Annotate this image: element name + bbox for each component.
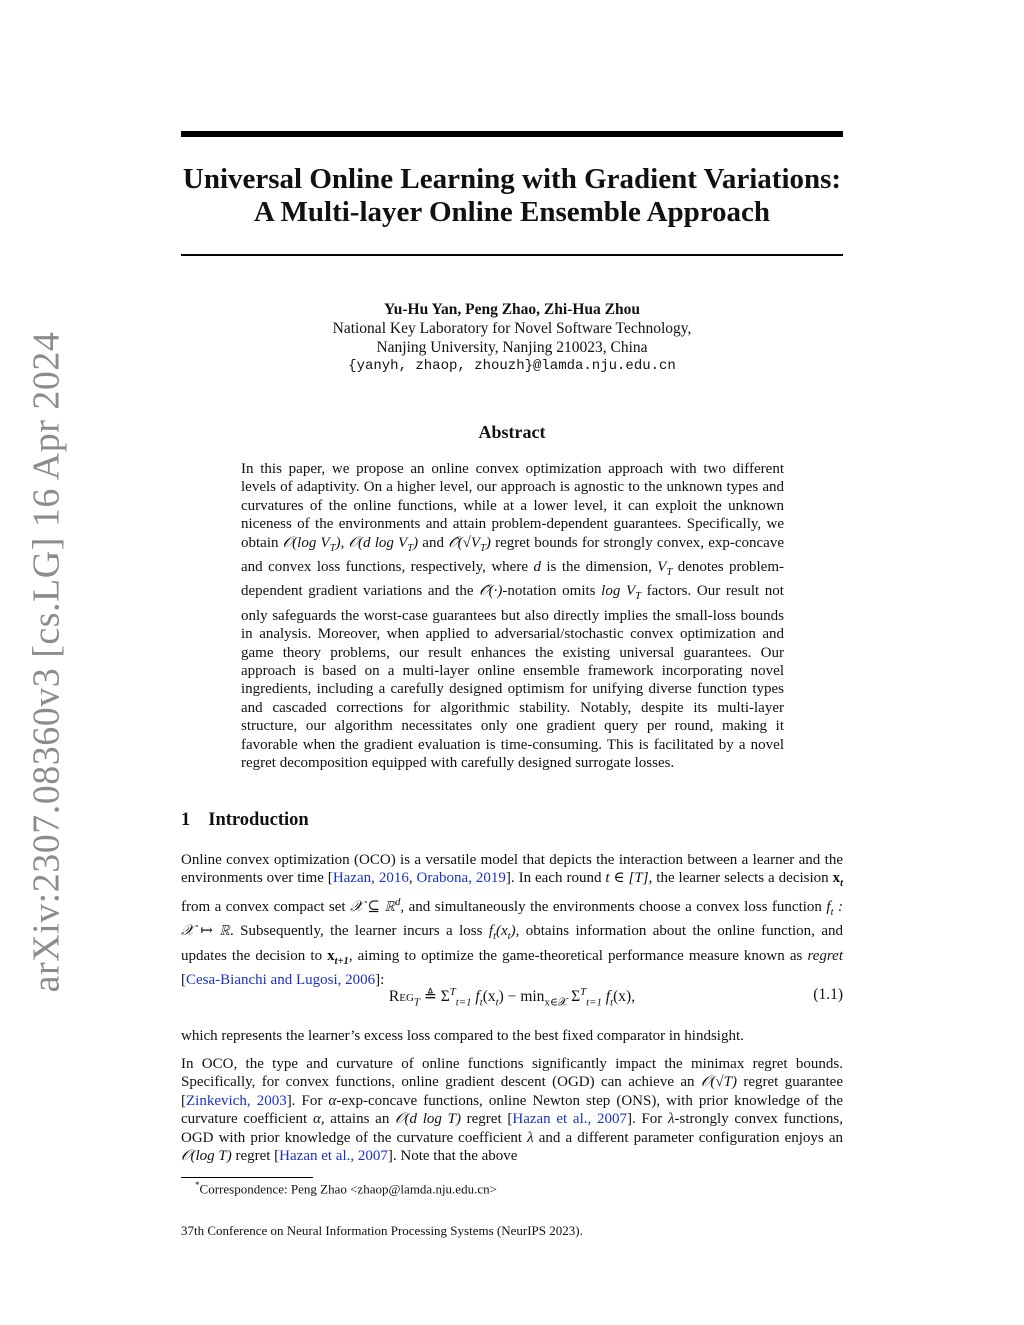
math-text: 𝒳 ⊆ ℝ bbox=[350, 898, 396, 915]
cite-text: , bbox=[350, 1148, 358, 1165]
para-text: In OCO, the type and curvature of online functions significantly impact the minimax regret bounds. Specifically, for convex functions, online gradient descent (OGD) can achieve an bbox=[181, 1056, 843, 1091]
emphasis: regret bbox=[807, 947, 843, 964]
equation-body bbox=[181, 986, 843, 1009]
equation-number: (1.1) bbox=[813, 986, 843, 1003]
math-sub: T bbox=[329, 542, 336, 554]
abstract-text: and bbox=[418, 534, 449, 551]
paragraph-intro-2: which represents the learner’s excess loss compared to the best fixed comparator in hindsight. bbox=[181, 1028, 744, 1044]
paragraph-intro-3 bbox=[181, 1055, 843, 1165]
para-text: , obtains information about the online function, and updates the decision to bbox=[181, 923, 843, 964]
equation-text: f bbox=[471, 988, 480, 1006]
citation-link[interactable] bbox=[186, 1093, 287, 1109]
equation-text: Σ bbox=[567, 988, 581, 1006]
math-sub: T bbox=[635, 591, 641, 603]
cite-text: Zinkevich bbox=[186, 1092, 247, 1109]
venue-line: 37th Conference on Neural Information Processing Systems (NeurIPS 2023). bbox=[181, 1223, 583, 1238]
math-inline: 𝒪̂(·) bbox=[479, 583, 503, 600]
math-inline bbox=[350, 896, 401, 915]
para-text: from a convex compact set bbox=[181, 898, 351, 915]
math-sub: T bbox=[413, 996, 420, 1009]
math-text: 𝒪(log V bbox=[282, 534, 330, 551]
abstract-text: In this paper, we propose an online convex optimization approach with two different levels of adaptivity. On a higher level, our approach is agnostic to the unknown types and curvatures of the online functions, while at a lower level, it can exploit the unknown niceness of the environments and attain problem-dependent guarantees. Specifically, we obtain bbox=[241, 461, 784, 551]
footnote-text: Correspondence: Peng Zhao <zhaop@lamda.nju.edu.cn> bbox=[199, 1181, 497, 1197]
citation-link[interactable] bbox=[512, 1111, 627, 1127]
equation-text: (x), bbox=[613, 988, 636, 1006]
title-top-rule bbox=[181, 131, 843, 137]
section-number: 1 bbox=[181, 810, 191, 830]
math-text: x bbox=[832, 870, 841, 887]
math-sub: t bbox=[479, 996, 483, 1009]
sum-lower-limit: t=1 bbox=[586, 996, 602, 1009]
abstract-text: regret bounds for strongly convex, exp-concave and convex loss functions, respectively, where bbox=[241, 534, 784, 576]
math-inline: λ bbox=[527, 1129, 534, 1146]
math-inline: 𝒪(d log T) bbox=[395, 1111, 461, 1128]
math-sub: t+1 bbox=[334, 955, 349, 967]
abstract-text: denotes problem-dependent gradient variations and the bbox=[241, 559, 785, 600]
math-inline bbox=[657, 559, 673, 579]
abstract-text: factors. Our result not only safeguards the worst-case guarantees but also directly implies the small-loss bounds in analysis. Moreover, when applied to adversarial/stochastic convex optimization and game theory problems, our result enhances the existing universal guarantees. Our approach is based on a multi-layer online ensemble framework incorporating novel ingredients, including a carefully designed optimism for unifying diverse function types and cascaded corrections for algorithmic stability. Notably, despite its multi-layer structure, our algorithm necessitates only one gradient query per round, making it favorable when the gradient evaluation is time-consuming. This is facilitated by a novel regret decomposition equipped with carefully designed surrogate losses. bbox=[241, 583, 784, 772]
para-text: ]. Note that the above bbox=[387, 1148, 518, 1165]
affiliation-line-1: National Key Laboratory for Novel Software Technology, bbox=[332, 320, 692, 337]
abstract-text: is the dimension, bbox=[540, 559, 658, 576]
math-inline bbox=[327, 947, 349, 967]
cite-text: , bbox=[371, 870, 379, 887]
math-text: ) bbox=[510, 923, 516, 940]
math-inline bbox=[832, 870, 844, 890]
math-text: 𝒪(d log V bbox=[348, 534, 408, 551]
math-text: f bbox=[826, 898, 831, 915]
math-sub: T bbox=[407, 542, 414, 554]
para-text: Online convex optimization (OCO) is a versatile model that depicts the interaction between a learner and the environments over time [ bbox=[181, 852, 843, 887]
math-inline: α bbox=[312, 1111, 321, 1128]
paper-title bbox=[181, 163, 843, 229]
para-text: . Subsequently, the learner incurs a loss bbox=[229, 923, 489, 940]
math-inline: α bbox=[328, 1092, 337, 1109]
equation-text: f bbox=[601, 988, 611, 1006]
math-text: : 𝒳 ↦ ℝ bbox=[181, 898, 843, 940]
para-text: and a different parameter configuration enjoys an bbox=[533, 1129, 844, 1146]
para-text: , and simultaneously the environments choose a convex loss function bbox=[400, 898, 827, 915]
math-text: f bbox=[488, 923, 494, 940]
math-sub: t bbox=[610, 996, 614, 1009]
para-text: , the learner selects a decision bbox=[648, 870, 833, 887]
cite-text: Hazan et al. bbox=[279, 1148, 351, 1165]
math-sub: t bbox=[507, 931, 511, 943]
abstract-heading: Abstract bbox=[478, 422, 546, 442]
cite-text: 2016 bbox=[378, 870, 409, 887]
math-text: x bbox=[327, 947, 335, 964]
math-inline bbox=[601, 583, 641, 603]
para-text: regret [ bbox=[460, 1111, 513, 1128]
math-inline bbox=[448, 534, 491, 554]
math-inline: λ bbox=[668, 1111, 675, 1128]
math-inline: 𝒪(√T) bbox=[700, 1074, 737, 1091]
math-inline: t ∈ [T] bbox=[605, 870, 649, 887]
section-title: Introduction bbox=[208, 810, 309, 830]
affiliation-line-2: Nanjing University, Nanjing 210023, China bbox=[376, 339, 648, 356]
cite-text: 2006 bbox=[345, 972, 376, 989]
abstract-text: -notation omits bbox=[502, 583, 602, 600]
equation-text: min bbox=[520, 988, 545, 1006]
cite-text: 2019 bbox=[475, 870, 506, 887]
math-sub: T bbox=[480, 542, 486, 554]
footnote-rule bbox=[181, 1177, 313, 1178]
math-text: log V bbox=[601, 583, 636, 600]
math-sup: d bbox=[395, 896, 401, 908]
equation-text: (x bbox=[482, 988, 496, 1006]
math-inline bbox=[348, 534, 419, 554]
equation-text: ≜ Σ bbox=[419, 988, 450, 1006]
math-text: (x bbox=[496, 923, 508, 940]
para-text: , aiming to optimize the game-theoretical performance measure known as bbox=[348, 947, 808, 964]
title-line-1: Universal Online Learning with Gradient Variations: bbox=[182, 163, 842, 195]
math-inline bbox=[282, 534, 341, 554]
author-email[interactable]: {yanyh, zhaop, zhouzh}@lamda.nju.edu.cn bbox=[348, 358, 676, 374]
cite-text: , bbox=[587, 1111, 597, 1128]
math-sub: x∈𝒳 bbox=[544, 996, 568, 1009]
cite-text: Orabona bbox=[416, 870, 469, 887]
para-text: , bbox=[408, 870, 417, 887]
arxiv-stamp bbox=[16, 331, 76, 993]
math-text: ) bbox=[335, 534, 341, 551]
para-text: -strongly convex functions, OGD with prior knowledge of the curvature coefficient bbox=[181, 1111, 844, 1146]
paragraph-intro-1 bbox=[181, 851, 843, 989]
author-block bbox=[181, 300, 843, 376]
cite-text: , bbox=[468, 870, 476, 887]
cite-text: Hazan bbox=[332, 870, 372, 887]
para-text: -exp-concave functions, online Newton step (ONS), with prior knowledge of the curvature coefficient bbox=[181, 1092, 844, 1128]
equation-text: ) − bbox=[498, 988, 521, 1006]
para-text: ]. In each round bbox=[505, 870, 606, 887]
math-text: V bbox=[657, 559, 667, 576]
math-sub: t bbox=[840, 878, 844, 890]
para-text: ]. For bbox=[627, 1111, 669, 1128]
author-names: Yu-Hu Yan, Peng Zhao, Zhi-Hua Zhou bbox=[384, 301, 640, 318]
abstract-text: , bbox=[340, 534, 349, 551]
citation-link[interactable] bbox=[279, 1148, 388, 1164]
citation-link[interactable] bbox=[417, 870, 506, 886]
section-heading-introduction bbox=[181, 810, 309, 831]
math-inline bbox=[488, 923, 516, 943]
para-text: , attains an bbox=[320, 1111, 396, 1128]
para-text: ]: bbox=[375, 972, 385, 989]
math-text: 𝒪̂(√V bbox=[448, 534, 481, 551]
math-inline: 𝒪(log T) bbox=[181, 1148, 232, 1165]
math-inline: d bbox=[533, 559, 541, 576]
abstract-body bbox=[241, 460, 784, 773]
sum-upper-limit: T bbox=[449, 986, 456, 998]
sum-upper-limit: T bbox=[580, 986, 587, 998]
math-sub: T bbox=[666, 567, 673, 579]
para-text: regret [ bbox=[231, 1148, 280, 1165]
cite-text: Cesa-Bianchi and Lugosi bbox=[186, 972, 338, 989]
cite-text: 2007 bbox=[357, 1148, 388, 1165]
para-text: ]. For bbox=[286, 1092, 329, 1109]
math-sub: t bbox=[830, 906, 834, 918]
cite-text: 2003 bbox=[256, 1092, 287, 1109]
title-bottom-rule bbox=[181, 254, 843, 256]
cite-text: , bbox=[337, 972, 346, 989]
para-text: regret guarantee [ bbox=[181, 1074, 843, 1109]
math-sub: t bbox=[493, 931, 496, 943]
math-text: ) bbox=[485, 534, 491, 551]
cite-text: 2007 bbox=[597, 1111, 627, 1128]
footnote-mark: * bbox=[195, 1180, 200, 1190]
cite-text: , bbox=[246, 1092, 257, 1109]
cite-text: Hazan et al. bbox=[512, 1111, 588, 1128]
arxiv-id: arXiv:2307.08360v3 [cs.LG] 16 Apr 2024 bbox=[25, 331, 68, 993]
citation-link[interactable] bbox=[333, 870, 409, 886]
para-text: [ bbox=[181, 972, 186, 989]
math-text: ) bbox=[413, 534, 419, 551]
title-line-2: A Multi-layer Online Ensemble Approach bbox=[253, 196, 771, 228]
footnote bbox=[195, 1180, 497, 1197]
math-sub: t bbox=[495, 996, 499, 1009]
equation-lhs: Reg bbox=[388, 988, 414, 1006]
equation-1-1 bbox=[181, 972, 843, 1024]
sum-lower-limit: t=1 bbox=[455, 996, 472, 1009]
